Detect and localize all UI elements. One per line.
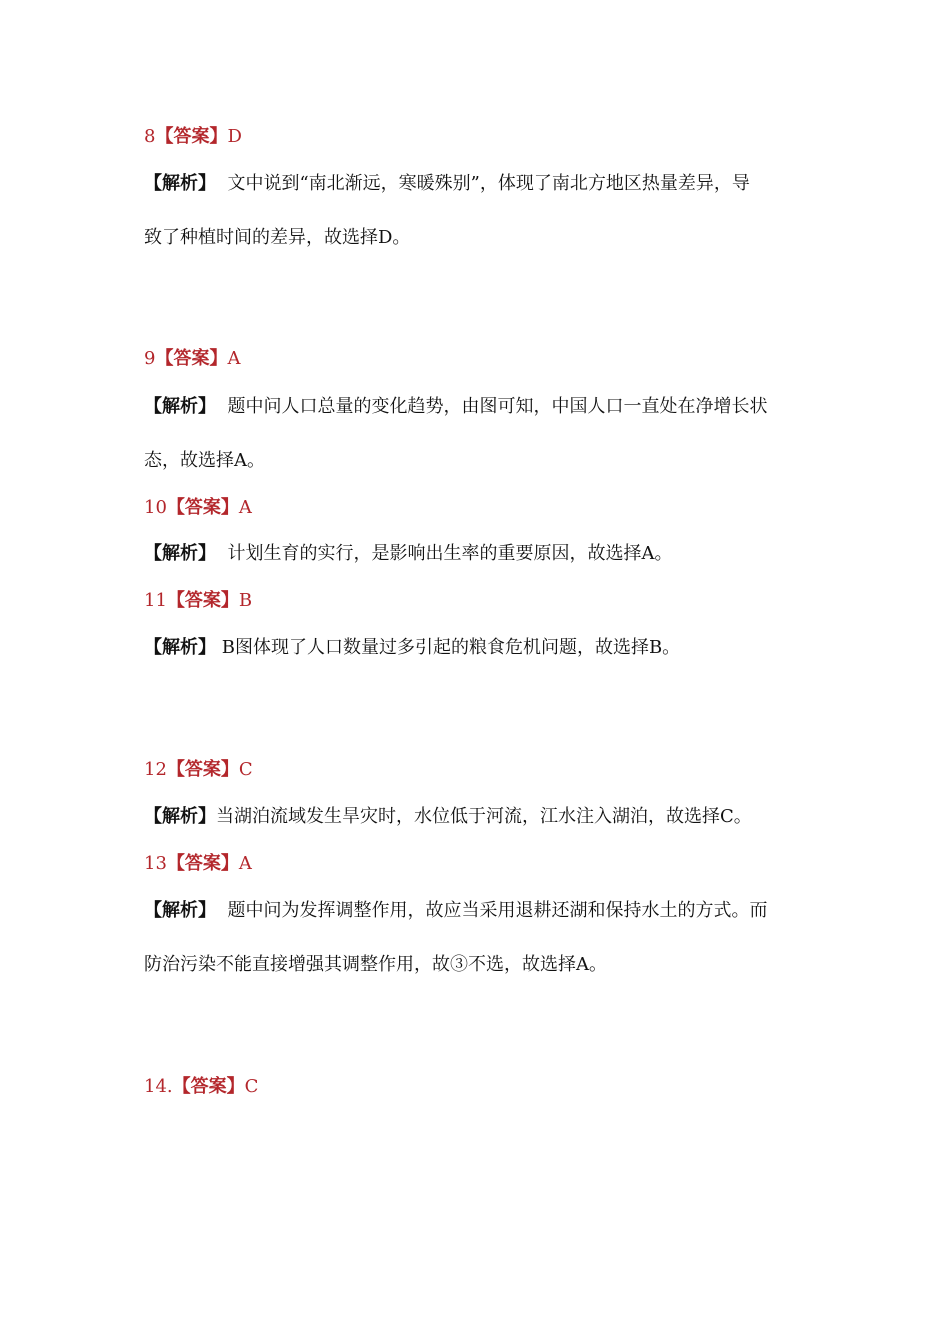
answer-label: 【答案】 <box>166 853 239 874</box>
analysis-text: 态，故选择A。 <box>144 450 265 471</box>
analysis-label: 【解析】 <box>144 543 216 564</box>
answer-value: C <box>238 759 253 780</box>
question-number: 10 <box>144 497 167 518</box>
analysis-label: 【解析】 <box>144 396 216 417</box>
question-number: 13 <box>144 853 167 874</box>
answer-label: 【答案】 <box>155 126 228 147</box>
analysis-text: 计划生育的实行，是影响出生率的重要原因，故选择A。 <box>216 543 673 564</box>
answer-value: C <box>244 1076 259 1097</box>
answer-value: A <box>238 853 252 874</box>
question-number: 9 <box>144 348 156 369</box>
analysis-text: 致了种植时间的差异，故选择D。 <box>144 227 411 248</box>
analysis-line-9-1 <box>144 395 767 419</box>
answer-label: 【答案】 <box>166 497 239 518</box>
question-number: 14. <box>144 1076 173 1097</box>
analysis-line-13-2 <box>144 953 607 977</box>
analysis-line-10-1 <box>144 542 672 566</box>
analysis-text: B图体现了人口数量过多引起的粮食危机问题，故选择B。 <box>216 637 681 658</box>
answer-value: A <box>227 348 241 369</box>
answer-value: D <box>227 126 242 147</box>
answer-line-8 <box>144 125 242 149</box>
answer-label: 【答案】 <box>172 1076 245 1097</box>
answer-line-10 <box>144 496 252 520</box>
analysis-line-13-1 <box>144 899 767 923</box>
answer-line-11 <box>144 589 252 613</box>
analysis-line-8-2 <box>144 226 410 250</box>
analysis-line-9-2 <box>144 449 265 473</box>
answer-label: 【答案】 <box>155 348 228 369</box>
analysis-label: 【解析】 <box>144 900 216 921</box>
analysis-line-12-1 <box>144 805 752 829</box>
answer-line-13 <box>144 852 252 876</box>
answer-label: 【答案】 <box>166 759 239 780</box>
answer-line-14 <box>144 1075 258 1099</box>
answer-value: B <box>238 590 253 611</box>
analysis-text: 防治污染不能直接增强其调整作用，故③不选，故选择A。 <box>144 954 607 975</box>
question-number: 12 <box>144 759 167 780</box>
analysis-label: 【解析】 <box>144 173 216 194</box>
question-number: 8 <box>144 126 156 147</box>
answer-label: 【答案】 <box>166 590 239 611</box>
analysis-label: 【解析】 <box>144 637 216 658</box>
analysis-text: 题中问人口总量的变化趋势，由图可知，中国人口一直处在净增长状 <box>216 396 768 417</box>
answer-line-12 <box>144 758 253 782</box>
analysis-text: 题中问为发挥调整作用，故应当采用退耕还湖和保持水土的方式。而 <box>216 900 768 921</box>
analysis-line-8-1 <box>144 172 750 196</box>
analysis-label: 【解析】 <box>144 806 216 827</box>
analysis-text: 当湖泊流域发生旱灾时，水位低于河流，江水注入湖泊，故选择C。 <box>216 806 752 827</box>
analysis-text: 文中说到“南北渐远，寒暖殊别”，体现了南北方地区热量差异，导 <box>216 173 750 194</box>
answer-line-9 <box>144 347 240 371</box>
answer-value: A <box>238 497 252 518</box>
question-number: 11 <box>144 590 167 611</box>
analysis-line-11-1 <box>144 636 680 660</box>
